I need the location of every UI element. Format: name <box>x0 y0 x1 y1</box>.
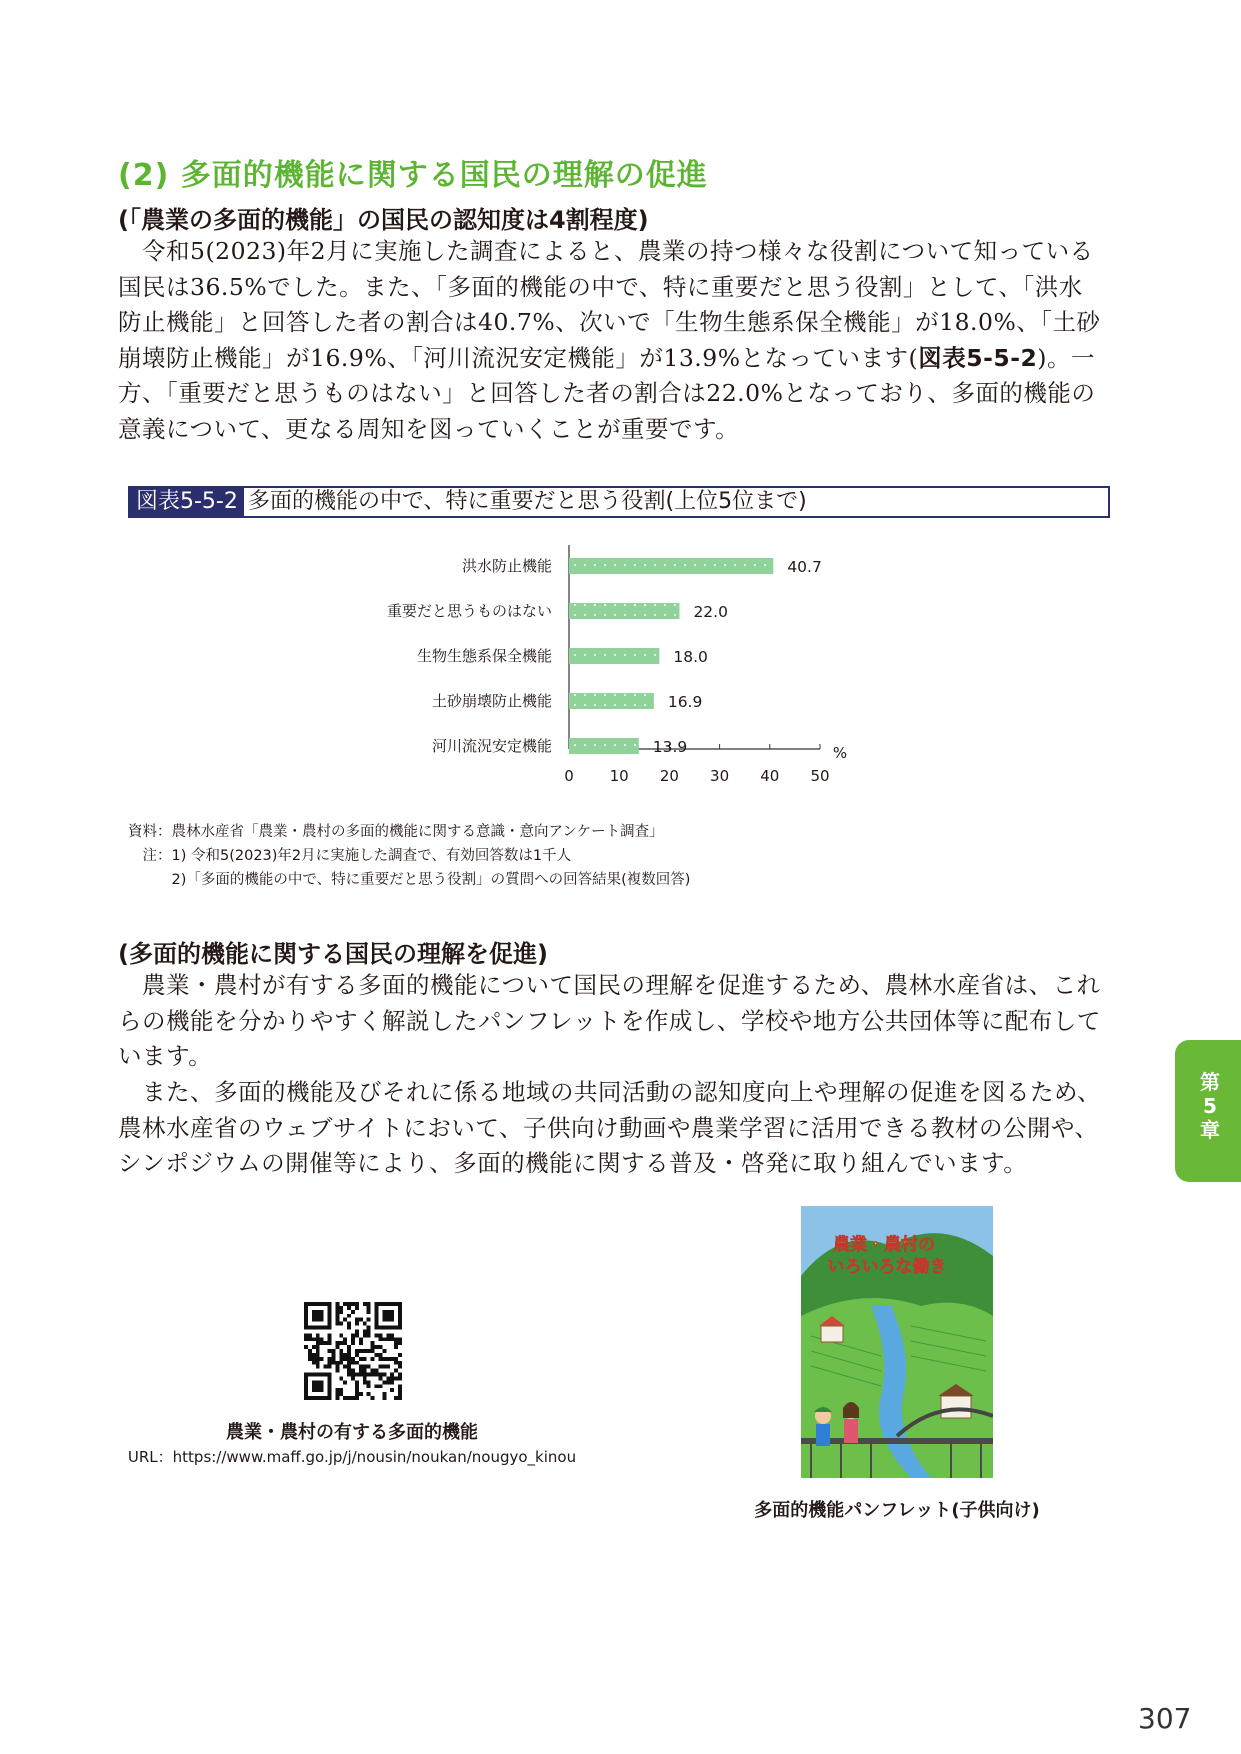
x-tick-label: 40 <box>760 767 780 785</box>
qr-caption: 農業・農村の有する多面的機能 <box>226 1422 478 1443</box>
category-label: 生物生態系保全機能 <box>416 647 552 665</box>
category-label: 洪水防止機能 <box>461 557 552 575</box>
value-label: 18.0 <box>673 648 708 666</box>
figure-reference-link[interactable]: 図表5-5-2 <box>918 343 1038 372</box>
chapter-tab-line2: 5 <box>1203 1094 1217 1118</box>
value-label: 13.9 <box>652 738 688 756</box>
pamphlet-caption: 多面的機能パンフレット(子供向け) <box>754 1500 1040 1521</box>
chapter-tab-line1: 第 <box>1200 1070 1220 1094</box>
x-tick-label: 50 <box>810 767 830 785</box>
paragraph-awareness-part-b: )。一方、「重要だと思うものはない」と回答した者の割合は22.0%となっており、多面的機能の意義について、更なる周知を図っていくことが重要です。 <box>118 343 1096 443</box>
source-note: 資料：農林水産省「農業・農村の多面的機能に関する意識・意向アンケート調査」 <box>128 824 664 840</box>
figure-notes <box>128 820 690 892</box>
category-label: 重要だと思うものはない <box>386 602 552 620</box>
subsection-heading-awareness: (「農業の多面的機能」の国民の認知度は4割程度) <box>118 206 649 234</box>
x-tick-label: 30 <box>710 767 730 785</box>
category-label: 土砂崩壊防止機能 <box>431 692 552 710</box>
pamphlet-cover-title: 農業・農村の いろいろな働き <box>827 1235 947 1277</box>
x-tick-label: 10 <box>609 767 629 785</box>
bar <box>569 648 659 664</box>
value-label: 40.7 <box>787 558 822 576</box>
qr-url[interactable]: URL：https://www.maff.go.jp/j/nousin/noukan/nougyo_kinou <box>127 1448 577 1466</box>
value-label: 22.0 <box>693 603 728 621</box>
paragraph-promotion-1: 農業・農村が有する多面的機能について国民の理解を促進するため、農林水産省は、これらの機能を分かりやすく解説したパンフレットを作成し、学校や地方公共団体等に配布しています。 <box>118 971 1101 1071</box>
category-label: 河川流況安定機能 <box>431 737 552 755</box>
subsection-heading-promotion: (多面的機能に関する国民の理解を促進) <box>118 940 548 968</box>
paragraph-awareness-part-a: 令和5(2023)年2月に実施した調査によると、農業の持つ様々な役割について知っている国民は36.5%でした。また、「多面的機能の中で、特に重要だと思う役割」として、「洪水防止機能」と回答した者の割合は40.7%、次いで「生物生態系保全機能」が18.0%、「土砂崩壊防止機能」が16.9%、「河川流況安定機能」が13.9%となっています( <box>118 237 1101 372</box>
section-heading: (2) 多面的機能に関する国民の理解の促進 <box>118 158 708 193</box>
x-unit-label: % <box>832 744 848 762</box>
note-1: 注：1) 令和5(2023)年2月に実施した調査で、有効回答数は1千人 <box>128 848 572 864</box>
bar <box>569 558 773 574</box>
figure-label: 図表5-5-2 <box>130 488 244 516</box>
x-tick-label: 0 <box>564 767 574 785</box>
note-2: 2)「多面的機能の中で、特に重要だと思う役割」の質問への回答結果(複数回答) <box>128 872 691 888</box>
value-label: 16.9 <box>667 693 703 711</box>
paragraph-promotion-2: また、多面的機能及びそれに係る地域の共同活動の認知度向上や理解の促進を図るため、農林水産省のウェブサイトにおいて、子供向け動画や農業学習に活用できる教材の公開や、シンポジウムの開催等により、多面的機能に関する普及・啓発に取り組んでいます。 <box>118 1078 1102 1178</box>
x-tick-label: 20 <box>659 767 679 785</box>
pamphlet-cover-image <box>801 1206 993 1478</box>
figure-caption: 多面的機能の中で、特に重要だと思う役割(上位5位まで) <box>248 489 807 514</box>
bar-chart <box>0 0 1241 820</box>
bar <box>569 738 639 754</box>
chapter-tab[interactable] <box>1175 1040 1241 1182</box>
qr-code-icon[interactable] <box>304 1302 402 1400</box>
bar <box>569 693 654 709</box>
page-number: 307 <box>1138 1702 1192 1735</box>
bar <box>569 603 679 619</box>
chapter-tab-line3: 章 <box>1200 1118 1220 1142</box>
